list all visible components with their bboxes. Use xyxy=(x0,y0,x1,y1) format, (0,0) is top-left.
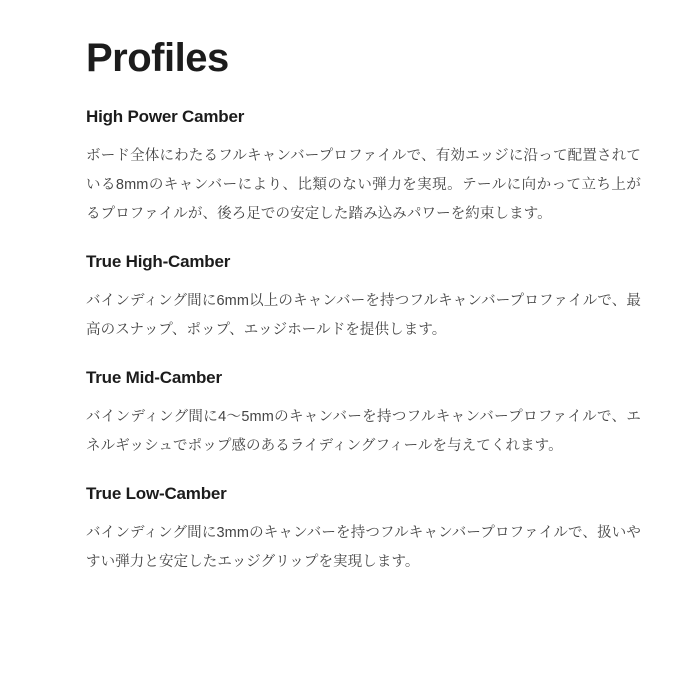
profile-section-high-power-camber xyxy=(86,106,645,229)
profile-section-true-low-camber xyxy=(86,483,645,577)
section-body: バインディング間に3mmのキャンバーを持つフルキャンバープロファイルで、扱いやすい弾力と安定したエッジグリップを実現します。 xyxy=(86,525,641,571)
profile-section-true-high-camber xyxy=(86,251,645,345)
page-title: Profiles xyxy=(86,36,229,80)
section-body: バインディング間に4〜5mmのキャンバーを持つフルキャンバープロファイルで、エネルギッシュでポップ感のあるライディングフィールを与えてくれます。 xyxy=(86,409,641,455)
section-heading: True Mid-Camber xyxy=(86,368,222,388)
section-heading: True Low-Camber xyxy=(86,484,227,504)
section-body: バインディング間に6mm以上のキャンバーを持つフルキャンバープロファイルで、最高のスナップ、ポップ、エッジホールドを提供します。 xyxy=(86,293,641,339)
section-heading: True High-Camber xyxy=(86,252,231,272)
section-heading: High Power Camber xyxy=(86,107,245,126)
section-body: ボード全体にわたるフルキャンバープロファイルで、有効エッジに沿って配置されている8mmのキャンバーにより、比類のない弾力を実現。テールに向かって立ち上がるプロファイルが、後ろ足での安定した踏み込みパワーを約束します。 xyxy=(86,148,641,223)
profile-section-true-mid-camber xyxy=(86,367,645,461)
